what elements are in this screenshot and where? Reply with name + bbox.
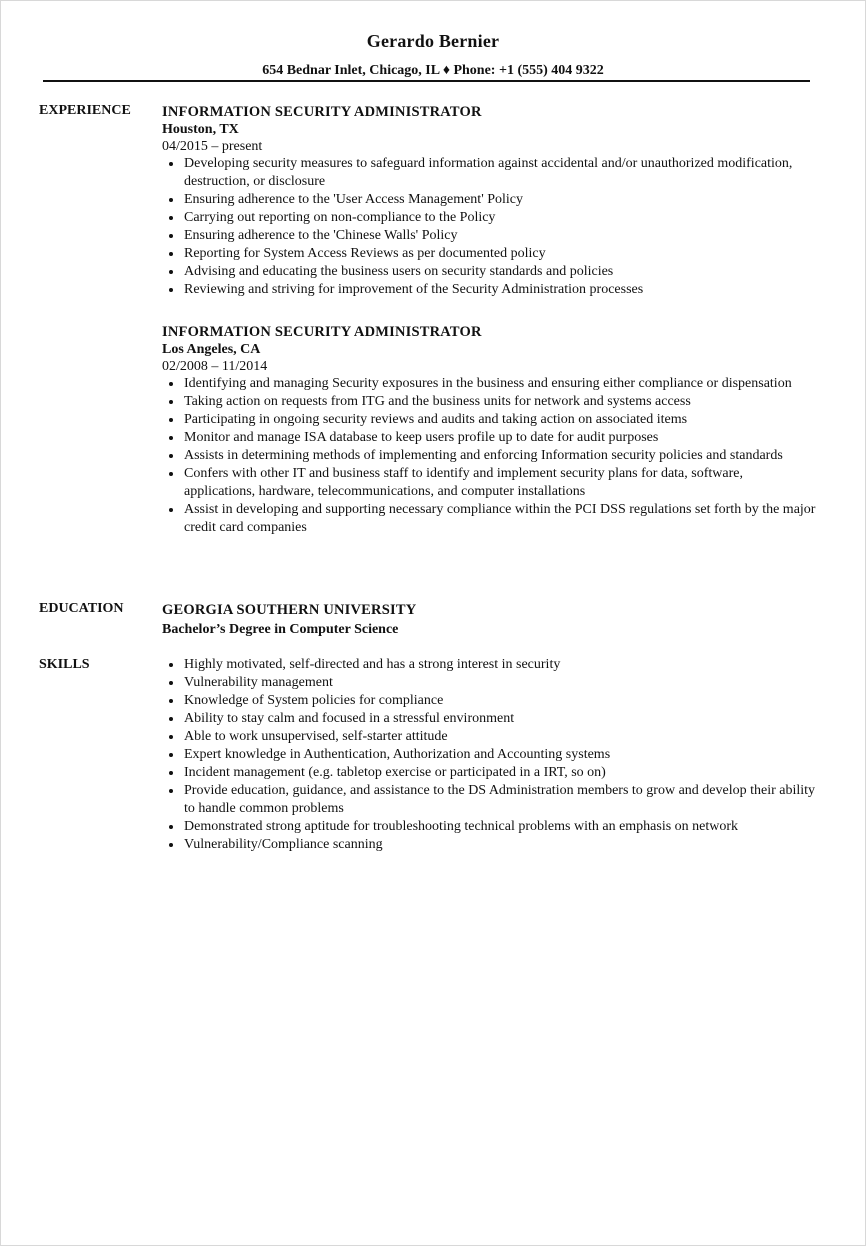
job-entry-1 (162, 103, 817, 299)
job-dates: 02/2008 – 11/2014 (162, 359, 268, 374)
list-item: Vulnerability/Compliance scanning (162, 836, 817, 854)
list-item: Assists in determining methods of implementing and enforcing Information security policies and standards (162, 447, 817, 465)
list-item: Monitor and manage ISA database to keep users profile up to date for audit purposes (162, 429, 817, 447)
job-bullets (162, 375, 817, 537)
list-item: Taking action on requests from ITG and the business units for network and systems access (162, 393, 817, 411)
skills-list-block (162, 656, 817, 854)
education-heading: EDUCATION (39, 601, 124, 616)
skills-heading: SKILLS (39, 657, 90, 672)
list-item: Expert knowledge in Authentication, Authorization and Accounting systems (162, 746, 817, 764)
list-item: Highly motivated, self-directed and has a strong interest in security (162, 656, 817, 674)
list-item: Carrying out reporting on non-compliance to the Policy (162, 209, 817, 227)
list-item: Ability to stay calm and focused in a stressful environment (162, 710, 817, 728)
list-item: Incident management (e.g. tabletop exercise or participated in a IRT, so on) (162, 764, 817, 782)
list-item: Ensuring adherence to the 'User Access Management' Policy (162, 191, 817, 209)
header-divider (43, 80, 810, 82)
job-bullets (162, 155, 817, 299)
education-entry (162, 601, 817, 641)
list-item: Confers with other IT and business staff to identify and implement security plans for data, software, applications, hardware, telecommunications, and computer installations (162, 465, 817, 501)
job-location: Los Angeles, CA (162, 342, 261, 357)
list-item: Identifying and managing Security exposures in the business and ensuring either compliance or dispensation (162, 375, 817, 393)
list-item: Developing security measures to safeguard information against accidental and/or unauthorized modification, destruction, or disclosure (162, 155, 817, 191)
list-item: Ensuring adherence to the 'Chinese Walls' Policy (162, 227, 817, 245)
job-location: Houston, TX (162, 122, 239, 137)
list-item: Participating in ongoing security reviews and audits and taking action on associated items (162, 411, 817, 429)
skills-list (162, 656, 817, 854)
job-dates: 04/2015 – present (162, 139, 263, 154)
list-item: Reporting for System Access Reviews as per documented policy (162, 245, 817, 263)
list-item: Able to work unsupervised, self-starter attitude (162, 728, 817, 746)
contact-line: 654 Bednar Inlet, Chicago, IL ♦ Phone: +1 (555) 404 9322 (262, 63, 604, 78)
degree: Bachelor’s Degree in Computer Science (162, 622, 399, 637)
list-item: Vulnerability management (162, 674, 817, 692)
job-entry-2 (162, 323, 817, 537)
list-item: Demonstrated strong aptitude for troubleshooting technical problems with an emphasis on network (162, 818, 817, 836)
list-item: Assist in developing and supporting necessary compliance within the PCI DSS regulations set forth by the major credit card companies (162, 501, 817, 537)
experience-heading: EXPERIENCE (39, 103, 131, 118)
job-title: INFORMATION SECURITY ADMINISTRATOR (162, 324, 482, 340)
job-title: INFORMATION SECURITY ADMINISTRATOR (162, 104, 482, 120)
list-item: Advising and educating the business users on security standards and policies (162, 263, 817, 281)
list-item: Provide education, guidance, and assistance to the DS Administration members to grow and develop their ability to handle common problems (162, 782, 817, 818)
school-name: GEORGIA SOUTHERN UNIVERSITY (162, 602, 417, 618)
list-item: Reviewing and striving for improvement of the Security Administration processes (162, 281, 817, 299)
candidate-name: Gerardo Bernier (366, 31, 500, 51)
list-item: Knowledge of System policies for compliance (162, 692, 817, 710)
